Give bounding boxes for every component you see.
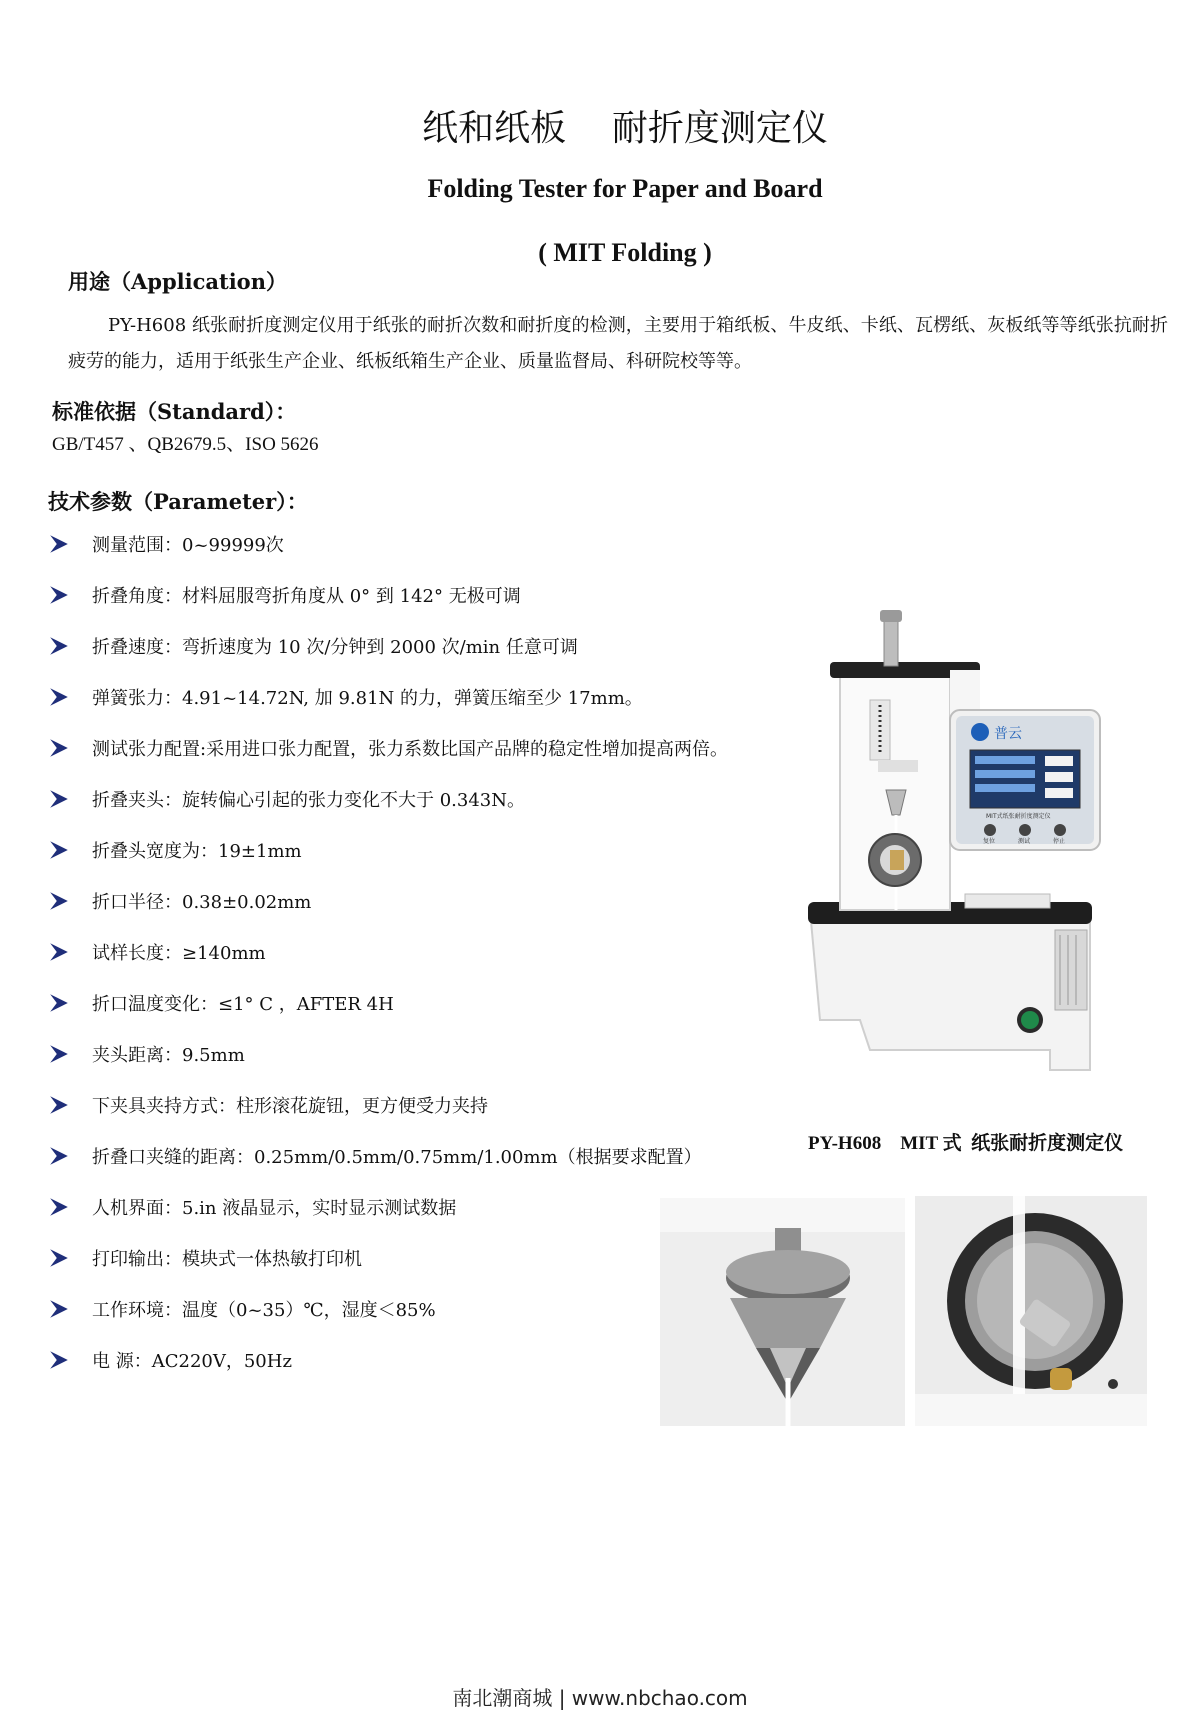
- arrow-bullet-icon: [48, 788, 70, 810]
- arrow-bullet-icon: [48, 890, 70, 912]
- list-item: [48, 824, 788, 875]
- parameter-text: 电 源：AC220V，50Hz: [92, 1350, 292, 1372]
- list-item: [48, 722, 788, 773]
- arrow-bullet-icon: [48, 992, 70, 1014]
- list-item: [48, 569, 788, 620]
- list-item: [48, 977, 788, 1028]
- footer-site: 南北潮商城 | www.nbchao.com: [452, 1686, 748, 1710]
- page-subtitle: ( MIT Folding ): [538, 238, 712, 267]
- brand-logo-text: 普云: [994, 726, 1022, 742]
- clamp-detail-photo: [660, 1198, 905, 1426]
- parameter-text: 测试张力配置:采用进口张力配置，张力系数比国产品牌的稳定性增加提高两倍。: [92, 738, 729, 760]
- parameter-text: 夹头距离：9.5mm: [92, 1044, 245, 1066]
- parameter-text: 工作环境：温度（0~35）℃，湿度＜85%: [92, 1299, 436, 1321]
- screen-label: MIT式纸张耐折度测定仪: [986, 813, 1051, 820]
- list-item: [48, 1028, 788, 1079]
- product-caption: PY-H608 MIT 式 纸张耐折度测定仪: [808, 1133, 1124, 1154]
- page-title-en: Folding Tester for Paper and Board: [427, 174, 823, 203]
- list-item: [48, 620, 788, 671]
- arrow-bullet-icon: [48, 1298, 70, 1320]
- arrow-bullet-icon: [48, 1043, 70, 1065]
- page-title-cn: 纸和纸板 耐折度测定仪: [422, 108, 828, 149]
- reset-button-label: 复位: [983, 838, 996, 845]
- parameter-text: 折叠角度：材料屈服弯折角度从 0° 到 142° 无极可调: [92, 585, 521, 607]
- list-item: [48, 1130, 788, 1181]
- test-button-label: 测试: [1018, 838, 1031, 845]
- application-body: PY-H608 纸张耐折度测定仪用于纸张的耐折次数和耐折度的检测，主要用于箱纸板、牛皮纸、卡纸、瓦楞纸、灰板纸等等纸张抗耐折疲劳的能力，适用于纸张生产企业、纸板纸箱生产企业、质量监督局、科研院校等等。: [68, 315, 1168, 372]
- arrow-bullet-icon: [48, 839, 70, 861]
- parameter-text: 打印输出：模块式一体热敏打印机: [92, 1248, 362, 1270]
- product-photo: [800, 610, 1130, 1080]
- arrow-bullet-icon: [48, 1349, 70, 1371]
- arrow-bullet-icon: [48, 1247, 70, 1269]
- standard-body: GB/T457 、QB2679.5、ISO 5626: [52, 434, 319, 455]
- arrow-bullet-icon: [48, 1145, 70, 1167]
- parameter-text: 下夹具夹持方式：柱形滚花旋钮，更方便受力夹持: [92, 1095, 488, 1117]
- parameter-text: 折口半径：0.38±0.02mm: [92, 891, 312, 913]
- arrow-bullet-icon: [48, 533, 70, 555]
- parameter-text: 折叠头宽度为：19±1mm: [92, 840, 302, 862]
- parameter-text: 测量范围：0~99999次: [92, 534, 284, 556]
- parameter-text: 折叠口夹缝的距离：0.25mm/0.5mm/0.75mm/1.00mm（根据要求配置）: [92, 1146, 702, 1168]
- parameter-heading: 技术参数（Parameter）：: [48, 489, 308, 514]
- standard-heading: 标准依据（Standard）：: [52, 399, 297, 424]
- roller-detail-photo: [915, 1196, 1147, 1426]
- list-item: [48, 671, 788, 722]
- parameter-text: 人机界面：5.in 液晶显示，实时显示测试数据: [92, 1197, 457, 1219]
- arrow-bullet-icon: [48, 737, 70, 759]
- list-item: [48, 875, 788, 926]
- arrow-bullet-icon: [48, 941, 70, 963]
- arrow-bullet-icon: [48, 1196, 70, 1218]
- arrow-bullet-icon: [48, 1094, 70, 1116]
- parameter-text: 试样长度：≥140mm: [92, 942, 266, 964]
- parameter-text: 折叠速度：弯折速度为 10 次/分钟到 2000 次/min 任意可调: [92, 636, 578, 658]
- list-item: [48, 773, 788, 824]
- stop-button-label: 停止: [1053, 838, 1066, 845]
- parameter-text: 折叠夹头：旋转偏心引起的张力变化不大于 0.343N。: [92, 789, 525, 811]
- parameter-text: 折口温度变化：≤1° C ，AFTER 4H: [92, 993, 394, 1015]
- list-item: [48, 1079, 788, 1130]
- arrow-bullet-icon: [48, 635, 70, 657]
- arrow-bullet-icon: [48, 686, 70, 708]
- arrow-bullet-icon: [48, 584, 70, 606]
- list-item: [48, 518, 788, 569]
- parameter-text: 弹簧张力：4.91~14.72N, 加 9.81N 的力，弹簧压缩至少 17mm。: [92, 687, 643, 709]
- list-item: [48, 926, 788, 977]
- application-heading: 用途（Application）: [68, 269, 287, 294]
